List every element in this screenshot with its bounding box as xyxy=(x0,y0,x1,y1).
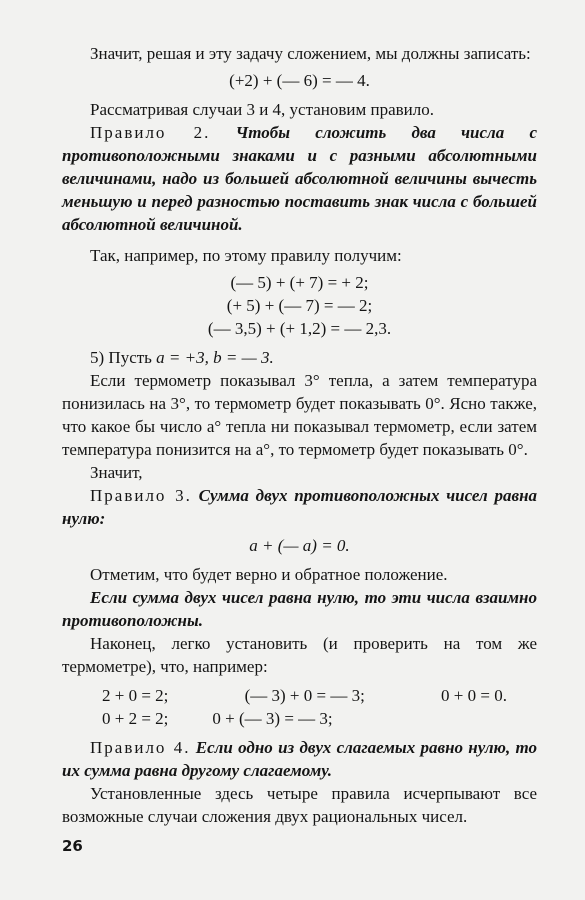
formula-7: (— 3) + 0 = — 3; xyxy=(244,686,365,705)
rule-2-text: Чтобы сложить два числа с противоположными знаками и с разными абсолютными величинами, надо из большей абсолютной величины вычесть меньшую и перед разностью поставить знак числа с большей абсолютной величиной. xyxy=(62,123,537,234)
paragraph-4 xyxy=(62,346,537,369)
paragraph-5: Если термометр показывал 3° тепла, а затем температура понизилась на 3°, то термометр будет показывать 0°. Ясно также, что какое бы число a° тепла ни показывал термометр, если затем температура понизится на a°, то термометр будет показывать 0°. xyxy=(62,371,537,459)
paragraph-7: Отметим, что будет верно и обратное положение. xyxy=(90,565,448,584)
paragraph-4-prefix: 5) Пусть xyxy=(90,348,152,367)
formula-row-1 xyxy=(62,684,537,707)
formula-3: (+ 5) + (— 7) = — 2; xyxy=(226,296,373,315)
formula-8: 0 + 0 = 0. xyxy=(441,686,507,705)
page-number: 26 xyxy=(62,837,83,855)
page-text xyxy=(62,42,537,828)
rule-2 xyxy=(62,121,537,236)
formula-5: a + (— a) = 0. xyxy=(249,536,350,555)
rule-4-text: Если одно из двух слагаемых равно нулю, то их сумма равна другому слагаемому. xyxy=(62,738,538,780)
formula-2: (— 5) + (+ 7) = + 2; xyxy=(230,273,369,292)
paragraph-4-b: b = — 3. xyxy=(213,348,274,367)
formula-row-2 xyxy=(62,707,537,730)
formula-9: 0 + 2 = 2; xyxy=(102,709,169,728)
formula-10: 0 + (— 3) = — 3; xyxy=(212,709,333,728)
paragraph-3: Так, например, по этому правилу получим: xyxy=(90,246,402,265)
paragraph-9: Наконец, легко установить (и проверить на том же термометре), что, например: xyxy=(62,634,537,676)
rule-4 xyxy=(62,736,537,782)
formula-1: (+2) + (— 6) = — 4. xyxy=(229,71,370,90)
rule-4-label: Правило 4. xyxy=(90,738,191,757)
rule-3-text: Сумма двух противоположных чисел равна нулю: xyxy=(62,486,538,528)
paragraph-2: Рассматривая случаи 3 и 4, установим правило. xyxy=(90,100,435,119)
paragraph-10: Установленные здесь четыре правила исчерпывают все возможные случаи сложения двух рациональных чисел. xyxy=(62,784,537,826)
rule-2-label: Правило 2. xyxy=(90,123,211,142)
paragraph-4-a: a = +3, xyxy=(156,348,209,367)
formula-4: (— 3,5) + (+ 1,2) = — 2,3. xyxy=(207,319,392,338)
rule-3-label: Правило 3. xyxy=(90,486,192,505)
paragraph-6: Значит, xyxy=(90,463,143,482)
rule-3 xyxy=(62,484,537,530)
formula-6: 2 + 0 = 2; xyxy=(102,686,169,705)
paragraph-1: Значит, решая и эту задачу сложением, мы должны записать: xyxy=(90,44,531,63)
paragraph-8: Если сумма двух чисел равна нулю, то эти числа взаимно противоположны. xyxy=(62,588,537,630)
